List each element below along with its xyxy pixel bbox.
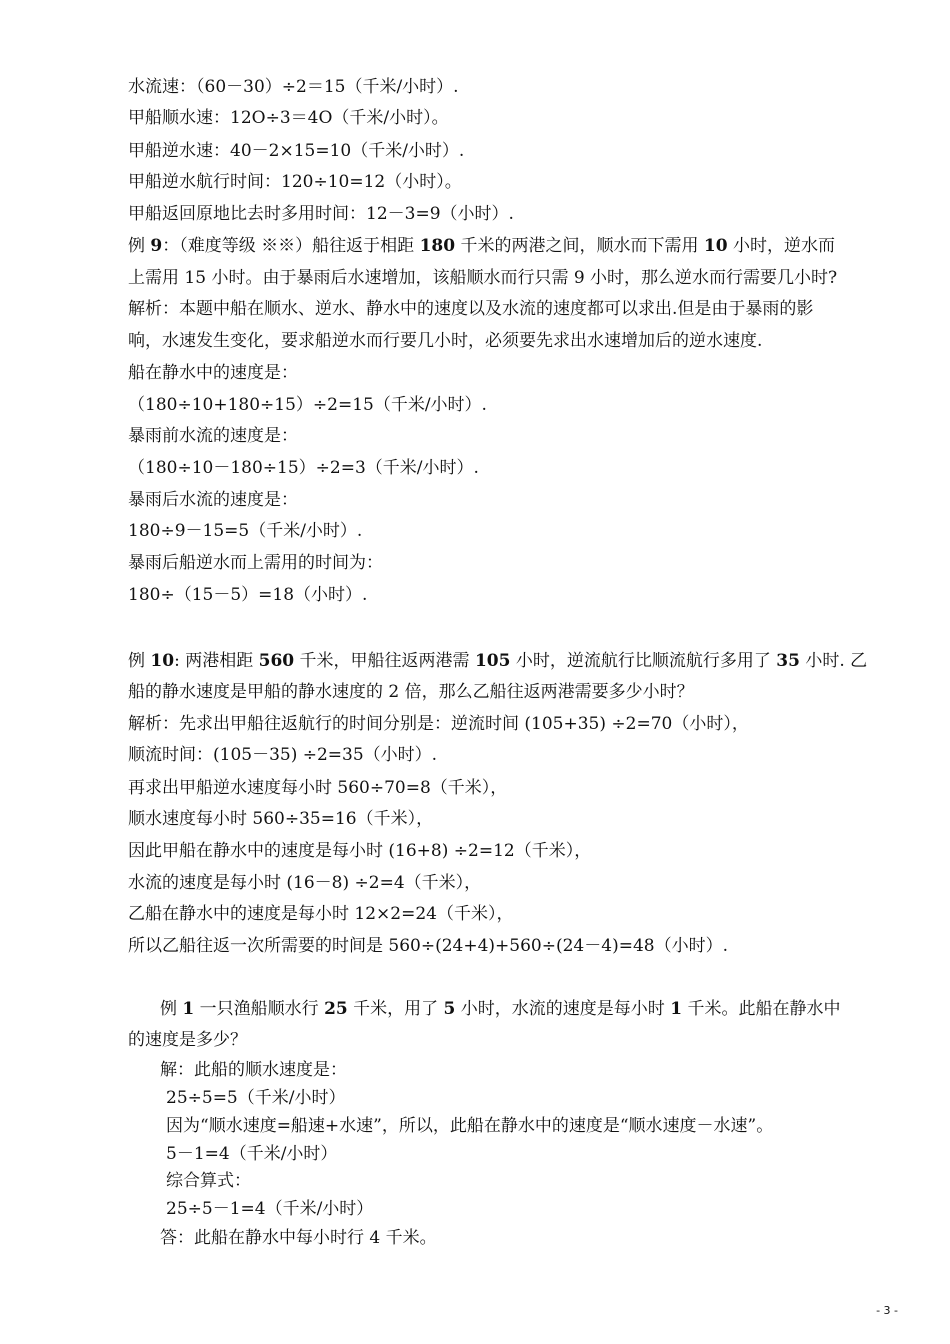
text-line: 5－1=4（千米/小时） <box>166 1144 338 1164</box>
text-line: 响，水速发生变化，要求船逆水而行要几小时，必须要先求出水速增加后的逆水速度. <box>128 331 763 351</box>
text-line: 暴雨前水流的速度是： <box>128 426 298 446</box>
text-line: 解：此船的顺水速度是： <box>160 1060 347 1080</box>
text-line: 暴雨后水流的速度是： <box>128 490 298 510</box>
text-line: 180÷9－15=5（千米/小时）. <box>128 521 363 541</box>
text-line: 因为“顺水速度=船速+水速”，所以，此船在静水中的速度是“顺水速度－水速”。 <box>166 1116 774 1136</box>
page-number: - 3 - <box>876 1304 898 1317</box>
text-line: 答：此船在静水中每小时行 4 千米。 <box>160 1228 437 1248</box>
text-line: 船在静水中的速度是： <box>128 363 298 383</box>
example-10-heading: 例 10: 两港相距 560 千米，甲船往返两港需 105 小时，逆流航行比顺流航行多用了 35 小时. 乙 <box>128 651 868 671</box>
example-1-heading: 例 1 一只渔船顺水行 25 千米，用了 5 小时，水流的速度是每小时 1 千米。此船在静水中 <box>160 999 841 1019</box>
text-line: 所以乙船往返一次所需要的时间是 560÷(24+4)+560÷(24－4)=48（小时）. <box>128 936 728 956</box>
text-line: 25÷5－1=4（千米/小时） <box>166 1199 374 1219</box>
text-line: 水流速：（60－30）÷2＝15（千米/小时）. <box>128 77 459 97</box>
text-line: 180÷（15－5）=18（小时）. <box>128 585 368 605</box>
text-line: 综合算式： <box>166 1171 251 1191</box>
text-line: 乙船在静水中的速度是每小时 12×2=24（千米）， <box>128 904 514 924</box>
text-line: 水流的速度是每小时 (16－8) ÷2=4（千米）， <box>128 873 482 893</box>
text-line: 甲船逆水航行时间：120÷10=12（小时）。 <box>128 172 462 192</box>
text-line: 再求出甲船逆水速度每小时 560÷70=8（千米）， <box>128 778 508 798</box>
text-line: （180÷10－180÷15）÷2=3（千米/小时）. <box>128 458 479 478</box>
example-9-heading: 例 9：（难度等级 ※※）船往返于相距 180 千米的两港之间，顺水而下需用 10 小时，逆水而 <box>128 236 835 256</box>
text-line: 暴雨后船逆水而上需用的时间为： <box>128 553 383 573</box>
text-line: （180÷10+180÷15）÷2=15（千米/小时）. <box>128 395 487 415</box>
text-line: 顺水速度每小时 560÷35=16（千米）， <box>128 809 434 829</box>
text-line: 甲船顺水速：12O÷3＝4O（千米/小时）。 <box>128 108 449 128</box>
text-line: 的速度是多少？ <box>128 1030 247 1050</box>
text-line: 甲船逆水速：40－2×15=10（千米/小时）. <box>128 141 465 161</box>
text-line: 甲船返回原地比去时多用时间：12－3=9（小时）. <box>128 204 514 224</box>
text-line: 上需用 15 小时。由于暴雨后水速增加，该船顺水而行只需 9 小时，那么逆水而行需要几小时? <box>128 268 838 288</box>
text-line: 因此甲船在静水中的速度是每小时 (16+8) ÷2=12（千米）， <box>128 841 592 861</box>
text-line: 顺流时间：(105－35) ÷2=35（小时）. <box>128 745 438 765</box>
text-line: 船的静水速度是甲船的静水速度的 2 倍，那么乙船往返两港需要多少小时？ <box>128 682 694 702</box>
text-line: 25÷5=5（千米/小时） <box>166 1088 346 1108</box>
text-line: 解析：本题中船在顺水、逆水、静水中的速度以及水流的速度都可以求出.但是由于暴雨的影 <box>128 299 814 319</box>
text-line: 解析：先求出甲船往返航行的时间分别是：逆流时间 (105+35) ÷2=70（小时）， <box>128 714 749 734</box>
